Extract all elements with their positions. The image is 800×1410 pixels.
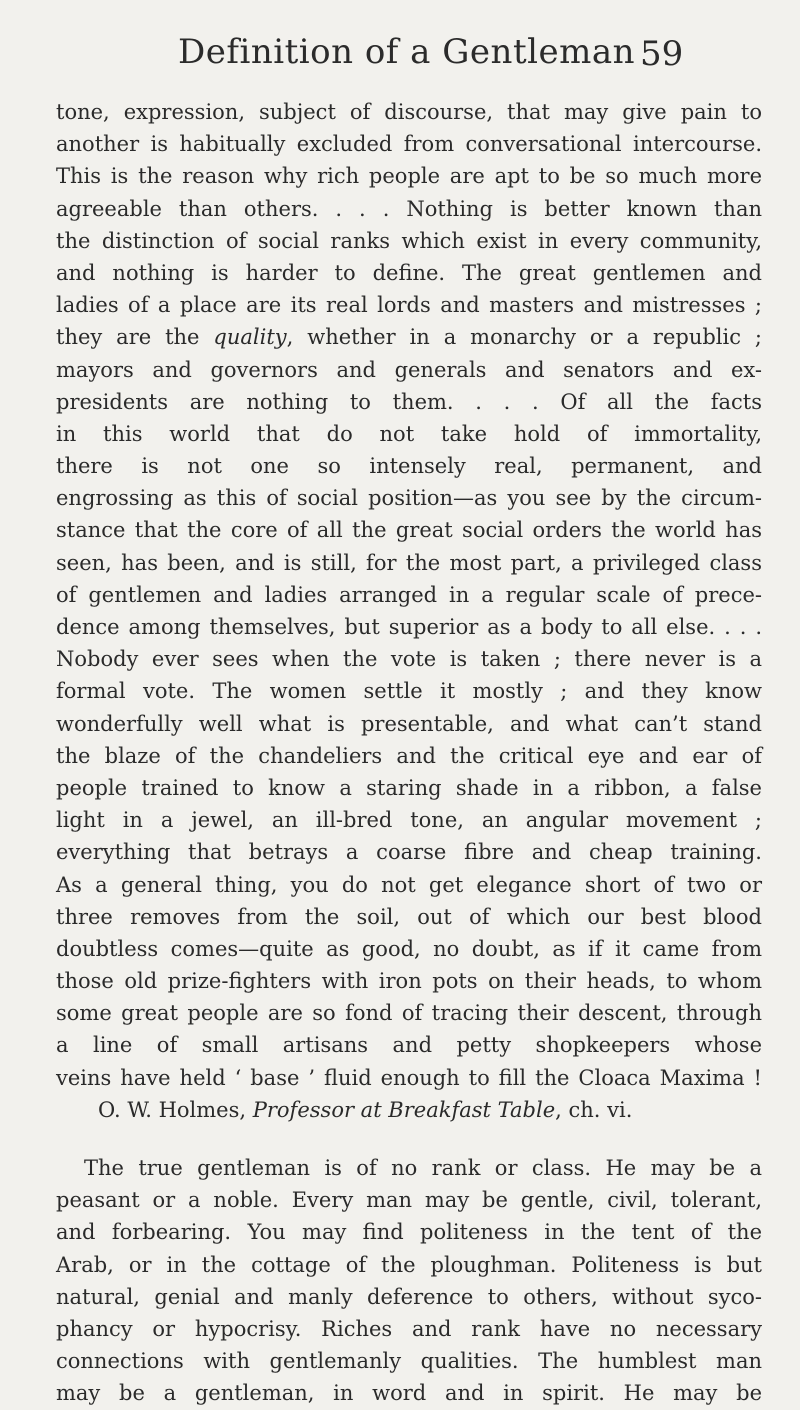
body-text — [56, 96, 762, 1410]
text-line: As a general thing, you do not get elegance short of two or — [56, 872, 762, 897]
text-line: This is the reason why rich people are apt to be so much more — [56, 164, 762, 189]
running-title: Definition of a Gentleman — [178, 32, 636, 72]
text-line: the distinction of social ranks which exist in every community, — [56, 228, 762, 253]
page-number: 59 — [640, 34, 684, 74]
text-line: connections with gentlemanly qualities. The humblest man — [56, 1349, 762, 1374]
text-line: there is not one so intensely real, permanent, and — [56, 454, 762, 479]
text-segment: , whether in a monarchy or a republic ; — [286, 325, 762, 350]
text-line: phancy or hypocrisy. Riches and rank have no necessary — [56, 1316, 762, 1341]
text-line: wonderfully well what is presentable, and what can’t stand — [56, 711, 762, 736]
citation-chapter: , ch. vi. — [555, 1097, 633, 1122]
text-line: peasant or a noble. Every man may be gentle, civil, tolerant, — [56, 1188, 762, 1213]
text-line: engrossing as this of social position—as you see by the circum- — [56, 486, 762, 511]
text-line: a line of small artisans and petty shopkeepers whose — [56, 1033, 762, 1058]
text-line: ladies of a place are its real lords and masters and mistresses ; — [56, 293, 762, 318]
running-header — [0, 28, 800, 78]
text-line: the blaze of the chandeliers and the critical eye and ear of — [56, 743, 762, 768]
text-line: in this world that do not take hold of immortality, — [56, 421, 762, 446]
citation-work: Professor at Breakfast Table — [252, 1097, 556, 1122]
text-line: veins have held ‘ base ’ fluid enough to fill the Cloaca Maxima ! — [56, 1065, 762, 1090]
text-line: may be a gentleman, in word and in spirit. He may be — [56, 1381, 762, 1406]
text-line: Arab, or in the cottage of the ploughman. Politeness is but — [56, 1252, 762, 1277]
text-line: everything that betrays a coarse fibre and cheap training. — [56, 840, 762, 865]
text-line — [56, 321, 762, 353]
text-line: agreeable than others. . . . Nothing is better known than — [56, 196, 762, 221]
paragraph-gap — [56, 1126, 762, 1152]
text-line: three removes from the soil, out of which our best blood — [56, 904, 762, 929]
text-line: mayors and governors and generals and senators and ex- — [56, 357, 762, 382]
text-line: those old prize-fighters with iron pots on their heads, to whom — [56, 969, 762, 994]
text-line: presidents are nothing to them. . . . Of all the facts — [56, 389, 762, 414]
paragraph-quotation — [56, 96, 762, 1094]
paragraph-commentary — [56, 1152, 762, 1410]
text-line: and forbearing. You may find politeness in the tent of the — [56, 1220, 762, 1245]
text-line: The true gentleman is of no rank or class. He may be a — [84, 1156, 762, 1180]
text-line: formal vote. The women settle it mostly ; and they know — [56, 679, 762, 704]
text-line: some great people are so fond of tracing their descent, through — [56, 1001, 762, 1026]
citation — [56, 1094, 762, 1126]
text-line: natural, genial and manly deference to others, without syco- — [56, 1284, 762, 1309]
text-line: seen, has been, and is still, for the most part, a privileged class — [56, 550, 762, 575]
text-line: doubtless comes—quite as good, no doubt, as if it came from — [56, 936, 762, 961]
text-line: another is habitually excluded from conversational intercourse. — [56, 132, 762, 157]
text-line: stance that the core of all the great social orders the world has — [56, 518, 762, 543]
text-line: tone, expression, subject of discourse, that may give pain to — [56, 100, 762, 124]
text-line: Nobody ever sees when the vote is taken ; there never is a — [56, 647, 762, 672]
text-line: light in a jewel, an ill-bred tone, an angular movement ; — [56, 808, 762, 833]
text-line: dence among themselves, but superior as a body to all else. . . . — [56, 615, 762, 639]
text-line: of gentlemen and ladies arranged in a regular scale of prece- — [56, 582, 762, 607]
citation-author: O. W. Holmes, — [98, 1097, 253, 1122]
text-line: and nothing is harder to define. The great gentlemen and — [56, 260, 762, 285]
italic-word: quality — [213, 325, 287, 350]
text-line: people trained to know a staring shade in a ribbon, a false — [56, 775, 762, 800]
text-segment: they are the — [56, 325, 214, 350]
